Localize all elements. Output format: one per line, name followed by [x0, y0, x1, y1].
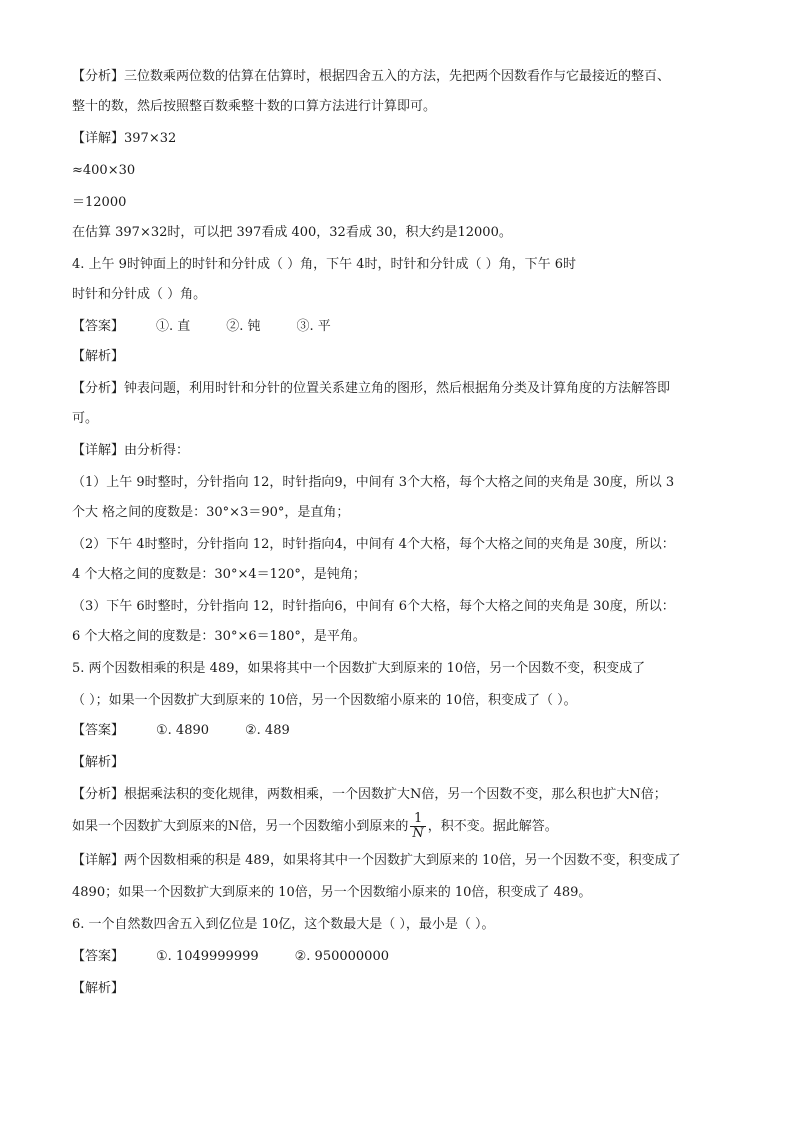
detail-line: （1）上午 9时整时，分针指向 12，时针指向9，中间有 3个大格，每个大格之间的夹角是 30度，所以 3 [72, 475, 675, 490]
detail-line: 【详解】397×32 [72, 131, 177, 146]
analysis-line: 整十的数，然后按照整百数乘整十数的口算方法进行计算即可。 [72, 99, 437, 114]
answer-value: ①. 直 [156, 319, 191, 334]
detail-line: 4 个大格之间的度数是：30°×4＝120°，是钝角； [72, 567, 366, 582]
fraction-denominator: N [412, 826, 424, 841]
answer-row [72, 948, 425, 966]
detail-line: 4890；如果一个因数扩大到原来的 10倍，另一个因数缩小原来的 10倍，积变成了 489。 [72, 885, 592, 900]
analysis-line-fraction [72, 812, 558, 841]
answer-value: ②. 钝 [226, 319, 261, 334]
explanation-label: 【解析】 [72, 755, 125, 770]
question-5-cont: （ ）；如果一个因数扩大到原来的 10倍，另一个因数缩小原来的 10倍，积变成了（ ）。 [72, 693, 577, 708]
answer-label: 【答案】 [72, 949, 125, 964]
detail-line: 个大 格之间的度数是：30°×3＝90°，是直角； [72, 505, 350, 520]
explanation-label: 【解析】 [72, 981, 125, 996]
answer-row [72, 722, 326, 740]
question-6: 6. 一个自然数四舍五入到亿位是 10亿，这个数最大是（ ），最小是（ ）。 [72, 917, 495, 932]
detail-line: 【详解】由分析得： [72, 443, 190, 458]
analysis-text: ，积不变。据此解答。 [427, 819, 558, 834]
analysis-line: 【分析】钟表问题，利用时针和分针的位置关系建立角的图形，然后根据角分类及计算角度的方法解答即 [72, 381, 671, 396]
analysis-line: 可。 [72, 411, 99, 426]
answer-row [72, 318, 367, 336]
question-4: 4. 上午 9时钟面上的时针和分针成（ ）角，下午 4时，时针和分针成（ ）角，下午 6时 [72, 257, 577, 272]
explanation-label: 【解析】 [72, 349, 125, 364]
analysis-text: 如果一个因数扩大到原来的N倍，另一个因数缩小到原来的 [72, 819, 409, 834]
detail-line: （2）下午 4时整时，分针指向 12，时针指向4，中间有 4个大格，每个大格之间的夹角是 30度，所以： [72, 537, 675, 552]
answer-value: ①. 1049999999 [156, 949, 259, 964]
detail-line: ≈400×30 [72, 163, 136, 178]
fraction-numerator: 1 [410, 812, 425, 827]
answer-label: 【答案】 [72, 723, 125, 738]
detail-line: 【详解】两个因数相乘的积是 489，如果将其中一个因数扩大到原来的 10倍，另一个因数不变，积变成了 [72, 853, 681, 868]
answer-label: 【答案】 [72, 319, 125, 334]
answer-value: ③. 平 [296, 319, 331, 334]
detail-line: （3）下午 6时整时，分针指向 12，时针指向6，中间有 6个大格，每个大格之间的夹角是 30度，所以： [72, 599, 675, 614]
analysis-line: 【分析】三位数乘两位数的估算在估算时，根据四舍五入的方法，先把两个因数看作与它最接近的整百、 [72, 69, 671, 84]
question-5: 5. 两个因数相乘的积是 489，如果将其中一个因数扩大到原来的 10倍，另一个因数不变，积变成了 [72, 661, 646, 676]
analysis-line: 【分析】根据乘法积的变化规律，两数相乘，一个因数扩大N倍，另一个因数不变，那么积也扩大N倍； [72, 787, 667, 802]
detail-line: 6 个大格之间的度数是：30°×6＝180°，是平角。 [72, 629, 366, 644]
answer-value: ②. 950000000 [294, 949, 389, 964]
fraction [410, 812, 425, 841]
answer-value: ②. 489 [245, 723, 290, 738]
detail-line: ＝12000 [72, 195, 127, 210]
detail-line: 在估算 397×32时，可以把 397看成 400，32看成 30，积大约是12000。 [72, 225, 512, 240]
question-4-cont: 时针和分针成（ ）角。 [72, 287, 207, 302]
answer-value: ①. 4890 [156, 723, 210, 738]
